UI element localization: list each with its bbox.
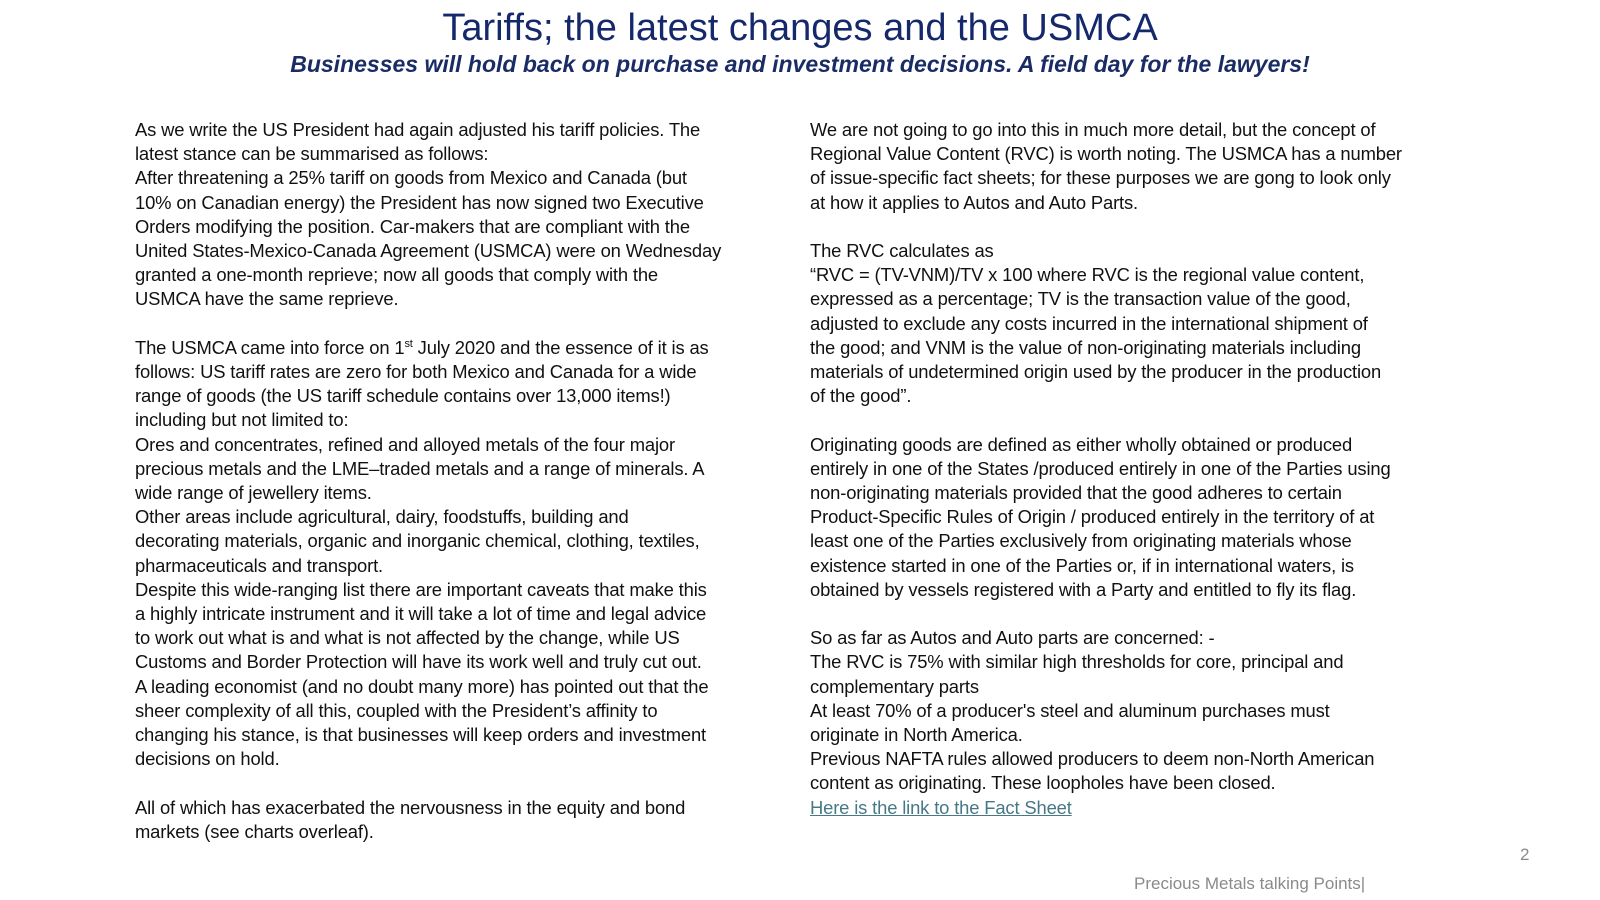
paragraph-spacer bbox=[810, 215, 1460, 239]
text-fragment: July 2020 and the essence of it is as bbox=[412, 336, 709, 358]
text-line: Previous NAFTA rules allowed producers to deem non-North American bbox=[810, 748, 1375, 770]
text-line: markets (see charts overleaf). bbox=[135, 820, 374, 842]
text-line: obtained by vessels registered with a Party and entitled to fly its flag. bbox=[810, 578, 1357, 600]
text-line: precious metals and the LME–traded metals and a range of minerals. A bbox=[135, 457, 705, 479]
paragraph-spacer bbox=[810, 408, 1460, 432]
text-line: Ores and concentrates, refined and alloyed metals of the four major bbox=[135, 433, 675, 455]
left-paragraph-3 bbox=[135, 796, 775, 844]
text-line: of issue-specific fact sheets; for these purposes we are gong to look only bbox=[810, 167, 1391, 189]
text-line: existence started in one of the Parties or, if in international waters, is bbox=[810, 554, 1354, 576]
text-line: All of which has exacerbated the nervousness in the equity and bond bbox=[135, 796, 686, 818]
fact-sheet-link[interactable]: Here is the link to the Fact Sheet bbox=[810, 796, 1072, 818]
paragraph-spacer bbox=[135, 312, 775, 336]
text-line: granted a one-month reprieve; now all goods that comply with the bbox=[135, 264, 659, 286]
paragraph-spacer bbox=[135, 771, 775, 795]
text-line: As we write the US President had again adjusted his tariff policies. The bbox=[135, 119, 701, 140]
text-line: including but not limited to: bbox=[135, 409, 349, 431]
text-line: Other areas include agricultural, dairy, foodstuffs, building and bbox=[135, 506, 629, 528]
text-line: The RVC is 75% with similar high thresholds for core, principal and bbox=[810, 651, 1344, 673]
text-line: After threatening a 25% tariff on goods from Mexico and Canada (but bbox=[135, 167, 687, 189]
text-line: pharmaceuticals and transport. bbox=[135, 554, 383, 576]
text-line: So as far as Autos and Auto parts are concerned: - bbox=[810, 627, 1215, 649]
text-line: follows: US tariff rates are zero for both Mexico and Canada for a wide bbox=[135, 361, 697, 383]
page-subtitle: Businesses will hold back on purchase and investment decisions. A field day for the lawyers! bbox=[290, 51, 1310, 77]
text-line: complementary parts bbox=[810, 675, 979, 697]
right-paragraph-2 bbox=[810, 239, 1460, 408]
ordinal-suffix: st bbox=[404, 337, 413, 350]
text-line: content as originating. These loopholes have been closed. bbox=[810, 772, 1276, 794]
text-line: USMCA have the same reprieve. bbox=[135, 288, 399, 310]
text-line: We are not going to go into this in much more detail, but the concept of bbox=[810, 119, 1376, 140]
text-line bbox=[810, 796, 1460, 820]
text-line: 10% on Canadian energy) the President has now signed two Executive bbox=[135, 191, 704, 213]
text-line: wide range of jewellery items. bbox=[135, 482, 372, 504]
text-line: Customs and Border Protection will have its work well and truly cut out. bbox=[135, 651, 702, 673]
text-fragment: The USMCA came into force on 1 bbox=[135, 336, 405, 358]
page-title: Tariffs; the latest changes and the USMCA bbox=[442, 7, 1158, 49]
left-paragraph-1 bbox=[135, 118, 775, 312]
text-line: decisions on hold. bbox=[135, 748, 280, 770]
right-paragraph-1 bbox=[810, 118, 1460, 215]
text-line: Despite this wide-ranging list there are important caveats that make this bbox=[135, 578, 707, 600]
text-line: of the good”. bbox=[810, 385, 912, 407]
text-line: changing his stance, is that businesses will keep orders and investment bbox=[135, 724, 707, 746]
text-line: least one of the Parties exclusively from originating materials whose bbox=[810, 530, 1352, 552]
text-line: materials of undetermined origin used by the producer in the production bbox=[810, 361, 1382, 383]
text-line: a highly intricate instrument and it will take a lot of time and legal advice bbox=[135, 603, 707, 625]
right-paragraph-3 bbox=[810, 433, 1460, 602]
page-number: 2 bbox=[1520, 845, 1530, 864]
text-line: “RVC = (TV-VNM)/TV x 100 where RVC is the regional value content, bbox=[810, 264, 1365, 286]
text-line: to work out what is and what is not affected by the change, while US bbox=[135, 627, 680, 649]
right-column bbox=[810, 118, 1460, 820]
paragraph-spacer bbox=[810, 602, 1460, 626]
text-line: The RVC calculates as bbox=[810, 240, 994, 261]
text-line: Regional Value Content (RVC) is worth noting. The USMCA has a number bbox=[810, 143, 1402, 165]
text-line: the good; and VNM is the value of non-originating materials including bbox=[810, 336, 1361, 358]
text-line: originate in North America. bbox=[810, 724, 1023, 746]
footer-label: Precious Metals talking Points| bbox=[1134, 874, 1366, 893]
text-line: A leading economist (and no doubt many more) has pointed out that the bbox=[135, 675, 709, 697]
text-line bbox=[135, 336, 775, 360]
text-line: entirely in one of the States /produced entirely in one of the Parties using bbox=[810, 457, 1391, 479]
text-line: adjusted to exclude any costs incurred in the international shipment of bbox=[810, 312, 1368, 334]
text-line: expressed as a percentage; TV is the transaction value of the good, bbox=[810, 288, 1351, 310]
text-line: Orders modifying the position. Car-makers that are compliant with the bbox=[135, 215, 690, 237]
text-line: Product-Specific Rules of Origin / produced entirely in the territory of at bbox=[810, 506, 1375, 528]
text-line: United States-Mexico-Canada Agreement (USMCA) were on Wednesday bbox=[135, 240, 722, 262]
text-line: at how it applies to Autos and Auto Parts. bbox=[810, 191, 1139, 213]
right-paragraph-4 bbox=[810, 626, 1460, 820]
text-line: latest stance can be summarised as follows: bbox=[135, 143, 489, 165]
left-column bbox=[135, 118, 775, 844]
text-line: At least 70% of a producer's steel and aluminum purchases must bbox=[810, 699, 1330, 721]
text-line: decorating materials, organic and inorganic chemical, clothing, textiles, bbox=[135, 530, 700, 552]
text-line: range of goods (the US tariff schedule contains over 13,000 items!) bbox=[135, 385, 671, 407]
text-line: non-originating materials provided that the good adheres to certain bbox=[810, 482, 1342, 504]
text-line: Originating goods are defined as either wholly obtained or produced bbox=[810, 433, 1353, 455]
text-line: sheer complexity of all this, coupled with the President’s affinity to bbox=[135, 699, 658, 721]
left-paragraph-2 bbox=[135, 336, 775, 772]
